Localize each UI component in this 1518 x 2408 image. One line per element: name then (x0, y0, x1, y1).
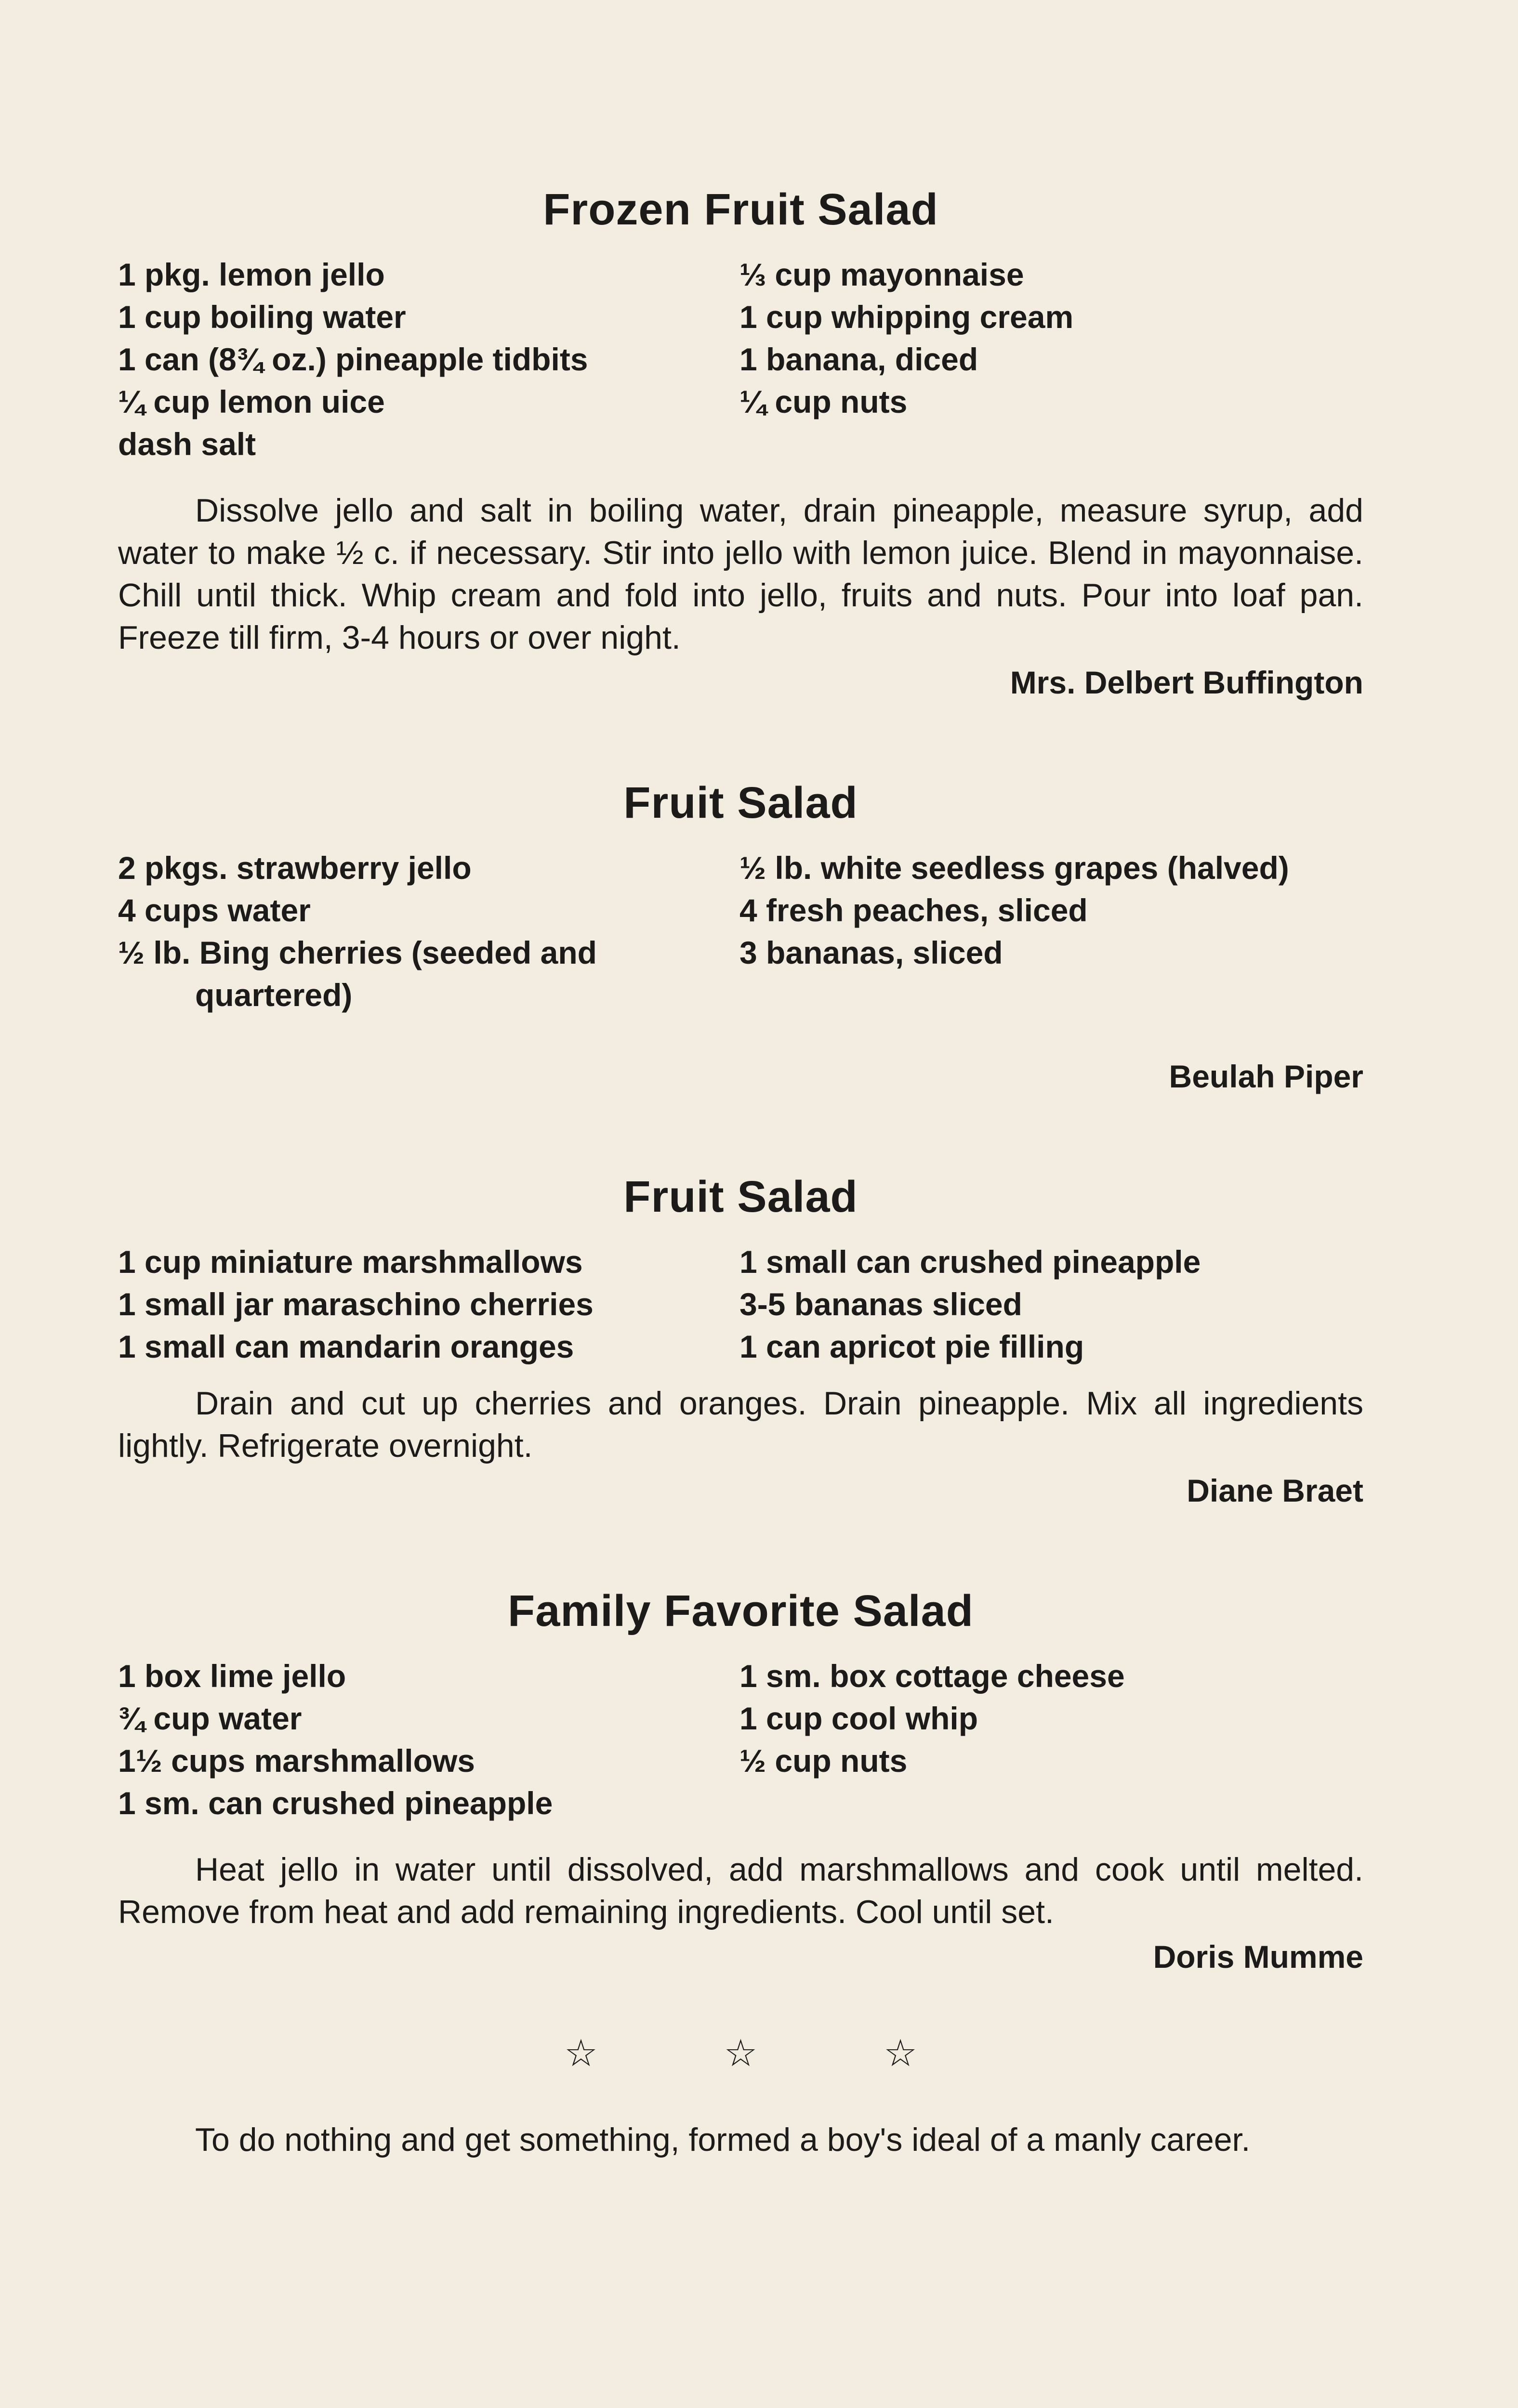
ingredient-item: 1 cup whipping cream (739, 299, 1074, 335)
recipe-title: Fruit Salad (623, 778, 858, 827)
ingredient-column-right (739, 1655, 1363, 1824)
ingredient-item: ½ cup nuts (739, 1743, 908, 1779)
ingredient-item: 1 can (8¾ oz.) pineapple tidbits (118, 341, 588, 377)
ingredient-column-left (118, 1241, 739, 1368)
ingredient-item: ½ lb. white seedless grapes (halved) (739, 850, 1289, 886)
ingredient-item: ½ lb. Bing cherries (seeded and quartered) (118, 935, 597, 1013)
recipe-author: Beulah Piper (1169, 1059, 1363, 1094)
recipe-fruit-salad-1 (118, 776, 1363, 1098)
ingredient-item: ⅓ cup mayonnaise (739, 257, 1024, 292)
ingredient-item: 1 cup miniature marshmallows (118, 1244, 583, 1280)
ingredient-item: 2 pkgs. strawberry jello (118, 850, 472, 886)
recipe-title: Family Favorite Salad (508, 1586, 974, 1636)
ingredient-column-left (118, 1655, 739, 1824)
ingredient-item: 1 small can mandarin oranges (118, 1329, 574, 1364)
ingredient-item: 1 can apricot pie filling (739, 1329, 1084, 1364)
ingredient-item: dash salt (118, 426, 256, 462)
recipe-directions: Drain and cut up cherries and oranges. Drain pineapple. Mix all ingredients lightly. Refrigerate overnight. (118, 1385, 1363, 1464)
ingredient-item: ¼ cup nuts (739, 384, 908, 419)
recipe-author: Doris Mumme (1153, 1939, 1363, 1975)
ingredient-item: 1 pkg. lemon jello (118, 257, 385, 292)
recipe-author: Mrs. Delbert Buffington (1010, 665, 1363, 700)
recipe-fruit-salad-2 (118, 1170, 1363, 1512)
ingredient-column-right (739, 253, 1363, 465)
recipe-title: Frozen Fruit Salad (543, 185, 938, 234)
ingredient-column-right (739, 847, 1363, 1016)
ingredient-item: 4 fresh peaches, sliced (739, 892, 1088, 928)
ingredient-list (118, 847, 1363, 1016)
recipe-author: Diane Braet (1187, 1473, 1363, 1508)
cookbook-page (118, 183, 1363, 2194)
ingredient-list (118, 1655, 1363, 1824)
star-divider: ☆ ☆ ☆ (564, 2032, 976, 2074)
ingredient-item: 1 sm. can crushed pineapple (118, 1785, 553, 1821)
ingredient-column-left (118, 253, 739, 465)
recipe-title: Fruit Salad (623, 1172, 858, 1221)
ingredient-item: ¾ cup water (118, 1701, 302, 1736)
ingredient-item: 3 bananas, sliced (739, 935, 1003, 970)
ingredient-item: 1 sm. box cottage cheese (739, 1658, 1125, 1694)
recipe-directions: Dissolve jello and salt in boiling water, drain pineapple, measure syrup, add water to make ½ c. if necessary. Stir into jello with lemon juice. Blend in mayonnaise. Chill until thick. Whip cream and fold into jello, fruits and nuts. Pour into loaf pan. Freeze till firm, 3-4 hours or over night. (118, 492, 1363, 656)
ingredient-item: 1 cup cool whip (739, 1701, 978, 1736)
ingredient-item: 3-5 bananas sliced (739, 1286, 1022, 1322)
ingredient-item: ¼ cup lemon uice (118, 384, 385, 419)
ingredient-item: 1 banana, diced (739, 341, 978, 377)
ingredient-column-left (118, 847, 739, 1016)
ingredient-item: 1 small jar maraschino cherries (118, 1286, 594, 1322)
recipe-directions: Heat jello in water until dissolved, add marshmallows and cook until melted. Remove from heat and add remaining ingredients. Cool until set. (118, 1851, 1363, 1930)
ingredient-item: 1 small can crushed pineapple (739, 1244, 1201, 1280)
ingredient-item: 1 box lime jello (118, 1658, 346, 1694)
ingredient-list (118, 253, 1363, 465)
recipe-family-favorite-salad (118, 1584, 1363, 1978)
ingredient-item: 4 cups water (118, 892, 311, 928)
ingredient-item: 1½ cups marshmallows (118, 1743, 475, 1779)
ingredient-list (118, 1241, 1363, 1368)
filler-quote: To do nothing and get something, formed a boy's ideal of a manly career. (195, 2121, 1251, 2158)
ingredient-column-right (739, 1241, 1363, 1368)
recipe-frozen-fruit-salad (118, 183, 1363, 704)
ingredient-item: 1 cup boiling water (118, 299, 406, 335)
